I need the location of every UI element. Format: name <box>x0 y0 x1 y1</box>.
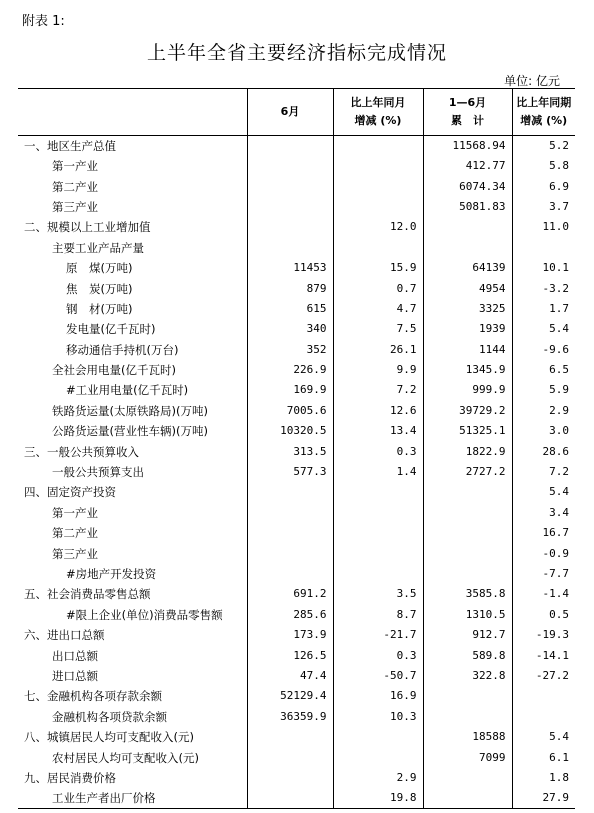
cell-month-change: 0.7 <box>333 278 423 298</box>
row-label: 第一产业 <box>52 159 98 174</box>
cell-cumulative: 51325.1 <box>423 421 512 441</box>
cell-month <box>247 197 333 217</box>
cell-month-change <box>333 543 423 563</box>
cell-cumulative: 11568.94 <box>423 136 512 157</box>
row-label: 九、居民消费价格 <box>24 770 116 785</box>
cell-cumulative: 999.9 <box>423 380 512 400</box>
row-label: 公路货运量(营业性车辆)(万吨) <box>52 424 208 439</box>
cell-month: 47.4 <box>247 666 333 686</box>
table-row <box>18 156 575 176</box>
cell-month: 285.6 <box>247 605 333 625</box>
row-label: #工业用电量(亿千瓦时) <box>66 383 189 398</box>
row-label: 第二产业 <box>52 179 98 194</box>
cell-cumulative: 4954 <box>423 278 512 298</box>
cell-month: 340 <box>247 319 333 339</box>
cell-month-change: 16.9 <box>333 686 423 706</box>
cell-cumulative <box>423 543 512 563</box>
table-row <box>18 136 575 157</box>
cell-cumulative-change: 11.0 <box>512 217 575 237</box>
cell-month <box>247 503 333 523</box>
cell-cumulative-change: -1.4 <box>512 584 575 604</box>
cell-month <box>247 788 333 809</box>
row-label: 全社会用电量(亿千瓦时) <box>52 363 176 378</box>
table-body <box>18 136 575 809</box>
cell-cumulative <box>423 768 512 788</box>
row-label: 焦 炭(万吨) <box>66 281 133 296</box>
cell-month <box>247 727 333 747</box>
cell-month-change <box>333 503 423 523</box>
cell-cumulative <box>423 503 512 523</box>
cell-month-change <box>333 156 423 176</box>
cell-cumulative-change: 6.1 <box>512 747 575 767</box>
cell-month-change <box>333 136 423 157</box>
cell-month <box>247 564 333 584</box>
table-row <box>18 707 575 727</box>
cell-month-change: 12.6 <box>333 401 423 421</box>
cell-cumulative <box>423 686 512 706</box>
cell-month-change <box>333 238 423 258</box>
header-indicator <box>18 89 247 136</box>
table-row <box>18 747 575 767</box>
cell-cumulative <box>423 707 512 727</box>
table-row <box>18 360 575 380</box>
cell-month: 173.9 <box>247 625 333 645</box>
cell-month: 10320.5 <box>247 421 333 441</box>
table-row <box>18 319 575 339</box>
cell-cumulative: 1310.5 <box>423 605 512 625</box>
header-cumulative-line2: 累 计 <box>451 114 484 127</box>
row-label: 原 煤(万吨) <box>66 261 133 276</box>
cell-month <box>247 768 333 788</box>
cell-month: 879 <box>247 278 333 298</box>
cell-cumulative-change: 3.0 <box>512 421 575 441</box>
table-row <box>18 584 575 604</box>
cell-cumulative <box>423 217 512 237</box>
cell-month-change <box>333 523 423 543</box>
row-label: 一、地区生产总值 <box>24 139 116 153</box>
header-month-label: 6月 <box>280 105 300 118</box>
header-cumulative <box>423 89 512 136</box>
cell-month-change: 9.9 <box>333 360 423 380</box>
cell-cumulative <box>423 238 512 258</box>
table-row <box>18 523 575 543</box>
cell-month-change <box>333 197 423 217</box>
cell-cumulative-change: 1.7 <box>512 299 575 319</box>
cell-cumulative-change: -19.3 <box>512 625 575 645</box>
row-label: 进口总额 <box>52 668 98 683</box>
row-label: 五、社会消费品零售总额 <box>24 587 151 602</box>
table-row <box>18 768 575 788</box>
cell-cumulative: 3325 <box>423 299 512 319</box>
table-row <box>18 788 575 809</box>
cell-cumulative-change: -14.1 <box>512 645 575 665</box>
cell-cumulative: 2727.2 <box>423 462 512 482</box>
row-label: 移动通信手持机(万台) <box>66 342 179 357</box>
table-row <box>18 217 575 237</box>
table-header <box>18 89 575 136</box>
indicators-table <box>18 88 575 809</box>
cell-month-change <box>333 176 423 196</box>
cell-cumulative-change: -0.9 <box>512 543 575 563</box>
cell-month: 52129.4 <box>247 686 333 706</box>
cell-month: 313.5 <box>247 441 333 461</box>
cell-month-change: 0.3 <box>333 645 423 665</box>
cell-month-change: 26.1 <box>333 340 423 360</box>
cell-cumulative: 1345.9 <box>423 360 512 380</box>
cell-cumulative: 64139 <box>423 258 512 278</box>
cell-month-change: 1.4 <box>333 462 423 482</box>
row-label: 四、固定资产投资 <box>24 485 116 500</box>
table-row <box>18 299 575 319</box>
cell-month-change: 2.9 <box>333 768 423 788</box>
cell-cumulative <box>423 788 512 809</box>
cell-cumulative: 6074.34 <box>423 176 512 196</box>
table-row <box>18 421 575 441</box>
cell-cumulative-change: 1.8 <box>512 768 575 788</box>
table-row <box>18 727 575 747</box>
header-month-change-line2: 增减 (%) <box>354 114 402 127</box>
document-title: 上半年全省主要经济指标完成情况 <box>146 42 447 64</box>
cell-month: 169.9 <box>247 380 333 400</box>
row-label: 第三产业 <box>52 199 98 214</box>
row-label: 第三产业 <box>52 546 98 561</box>
cell-cumulative: 912.7 <box>423 625 512 645</box>
table-row <box>18 503 575 523</box>
cell-cumulative-change: 5.2 <box>512 136 575 157</box>
cell-month: 615 <box>247 299 333 319</box>
row-label: 铁路货运量(太原铁路局)(万吨) <box>52 403 208 418</box>
row-label: 一般公共预算支出 <box>52 465 144 480</box>
cell-cumulative: 18588 <box>423 727 512 747</box>
cell-month: 11453 <box>247 258 333 278</box>
cell-month <box>247 523 333 543</box>
header-month-change-line1: 比上年同月 <box>350 96 406 109</box>
row-label: 第二产业 <box>52 526 98 541</box>
cell-month: 7005.6 <box>247 401 333 421</box>
table-row <box>18 482 575 502</box>
cell-month: 691.2 <box>247 584 333 604</box>
cell-cumulative <box>423 523 512 543</box>
cell-cumulative-change: -3.2 <box>512 278 575 298</box>
cell-cumulative-change <box>512 707 575 727</box>
table-row <box>18 401 575 421</box>
cell-month-change: 0.3 <box>333 441 423 461</box>
cell-cumulative-change: 5.4 <box>512 727 575 747</box>
cell-cumulative-change: 16.7 <box>512 523 575 543</box>
cell-month-change: 7.5 <box>333 319 423 339</box>
cell-cumulative-change: 7.2 <box>512 462 575 482</box>
cell-month <box>247 482 333 502</box>
cell-cumulative-change: 27.9 <box>512 788 575 809</box>
row-label: 工业生产者出厂价格 <box>18 788 247 809</box>
cell-cumulative-change: -7.7 <box>512 564 575 584</box>
cell-month-change: 12.0 <box>333 217 423 237</box>
table-row <box>18 605 575 625</box>
table-row <box>18 645 575 665</box>
cell-month-change: 4.7 <box>333 299 423 319</box>
cell-cumulative: 3585.8 <box>423 584 512 604</box>
row-label: 出口总额 <box>52 648 98 663</box>
header-cumulative-change <box>512 89 575 136</box>
cell-cumulative: 322.8 <box>423 666 512 686</box>
cell-month <box>247 543 333 563</box>
header-month-change <box>333 89 423 136</box>
cell-cumulative-change: -9.6 <box>512 340 575 360</box>
cell-month: 36359.9 <box>247 707 333 727</box>
cell-month: 577.3 <box>247 462 333 482</box>
cell-month-change: 19.8 <box>333 788 423 809</box>
cell-cumulative-change: 5.4 <box>512 319 575 339</box>
row-label: 第一产业 <box>52 505 98 520</box>
cell-month <box>247 217 333 237</box>
cell-cumulative-change <box>512 238 575 258</box>
cell-cumulative <box>423 564 512 584</box>
cell-month-change: 7.2 <box>333 380 423 400</box>
header-month <box>247 89 333 136</box>
cell-month <box>247 238 333 258</box>
cell-cumulative: 5081.83 <box>423 197 512 217</box>
cell-cumulative-change: 3.7 <box>512 197 575 217</box>
cell-month-change: -21.7 <box>333 625 423 645</box>
cell-cumulative-change: 2.9 <box>512 401 575 421</box>
unit-label: 单位: 亿元 <box>504 74 560 88</box>
table-row <box>18 238 575 258</box>
row-label: #限上企业(单位)消费品零售额 <box>66 607 223 622</box>
row-label: 八、城镇居民人均可支配收入(元) <box>24 730 194 745</box>
cell-month-change <box>333 727 423 747</box>
cell-month: 352 <box>247 340 333 360</box>
row-label: 三、一般公共预算收入 <box>24 444 139 459</box>
table-row <box>18 278 575 298</box>
cell-cumulative: 39729.2 <box>423 401 512 421</box>
cell-cumulative-change: 6.5 <box>512 360 575 380</box>
cell-cumulative: 1144 <box>423 340 512 360</box>
table-row <box>18 340 575 360</box>
table-row <box>18 197 575 217</box>
cell-month-change: 8.7 <box>333 605 423 625</box>
table-row <box>18 380 575 400</box>
table-row <box>18 666 575 686</box>
cell-month-change <box>333 747 423 767</box>
appendix-label: 附表 1: <box>22 14 65 29</box>
cell-month-change: 10.3 <box>333 707 423 727</box>
row-label: 六、进出口总额 <box>24 628 105 643</box>
table-row <box>18 564 575 584</box>
table-row <box>18 686 575 706</box>
cell-month <box>247 156 333 176</box>
cell-cumulative-change: 5.4 <box>512 482 575 502</box>
row-label: 发电量(亿千瓦时) <box>66 322 156 337</box>
cell-cumulative-change: 6.9 <box>512 176 575 196</box>
header-cumulative-line1: 1—6月 <box>448 96 487 109</box>
cell-month-change <box>333 482 423 502</box>
cell-month-change: -50.7 <box>333 666 423 686</box>
cell-cumulative <box>423 482 512 502</box>
cell-month-change: 15.9 <box>333 258 423 278</box>
row-label: 农村居民人均可支配收入(元) <box>52 750 199 765</box>
cell-cumulative-change: 5.9 <box>512 380 575 400</box>
cell-cumulative: 1939 <box>423 319 512 339</box>
cell-cumulative-change <box>512 686 575 706</box>
cell-month <box>247 136 333 157</box>
cell-cumulative-change: 5.8 <box>512 156 575 176</box>
row-label: 二、规模以上工业增加值 <box>24 220 151 235</box>
cell-cumulative-change: 28.6 <box>512 441 575 461</box>
cell-month-change: 13.4 <box>333 421 423 441</box>
cell-month-change: 3.5 <box>333 584 423 604</box>
table-row <box>18 176 575 196</box>
cell-month <box>247 747 333 767</box>
row-label: 七、金融机构各项存款余额 <box>24 689 162 704</box>
cell-cumulative-change: -27.2 <box>512 666 575 686</box>
table-row <box>18 258 575 278</box>
cell-cumulative: 1822.9 <box>423 441 512 461</box>
header-cumulative-change-line1: 比上年同期 <box>516 96 572 109</box>
cell-cumulative-change: 10.1 <box>512 258 575 278</box>
cell-month: 126.5 <box>247 645 333 665</box>
row-label: 钢 材(万吨) <box>66 301 133 316</box>
cell-month <box>247 176 333 196</box>
row-label: 主要工业产品产量 <box>52 240 144 255</box>
row-label: #房地产开发投资 <box>66 567 157 581</box>
row-label: 金融机构各项贷款余额 <box>52 709 167 724</box>
table-row <box>18 462 575 482</box>
cell-cumulative: 412.77 <box>423 156 512 176</box>
cell-cumulative: 589.8 <box>423 645 512 665</box>
cell-cumulative-change: 0.5 <box>512 605 575 625</box>
table-row <box>18 543 575 563</box>
cell-cumulative-change: 3.4 <box>512 503 575 523</box>
table-row <box>18 441 575 461</box>
cell-month-change <box>333 564 423 584</box>
table-row <box>18 625 575 645</box>
cell-cumulative: 7099 <box>423 747 512 767</box>
header-cumulative-change-line2: 增减 (%) <box>520 114 568 127</box>
cell-month: 226.9 <box>247 360 333 380</box>
